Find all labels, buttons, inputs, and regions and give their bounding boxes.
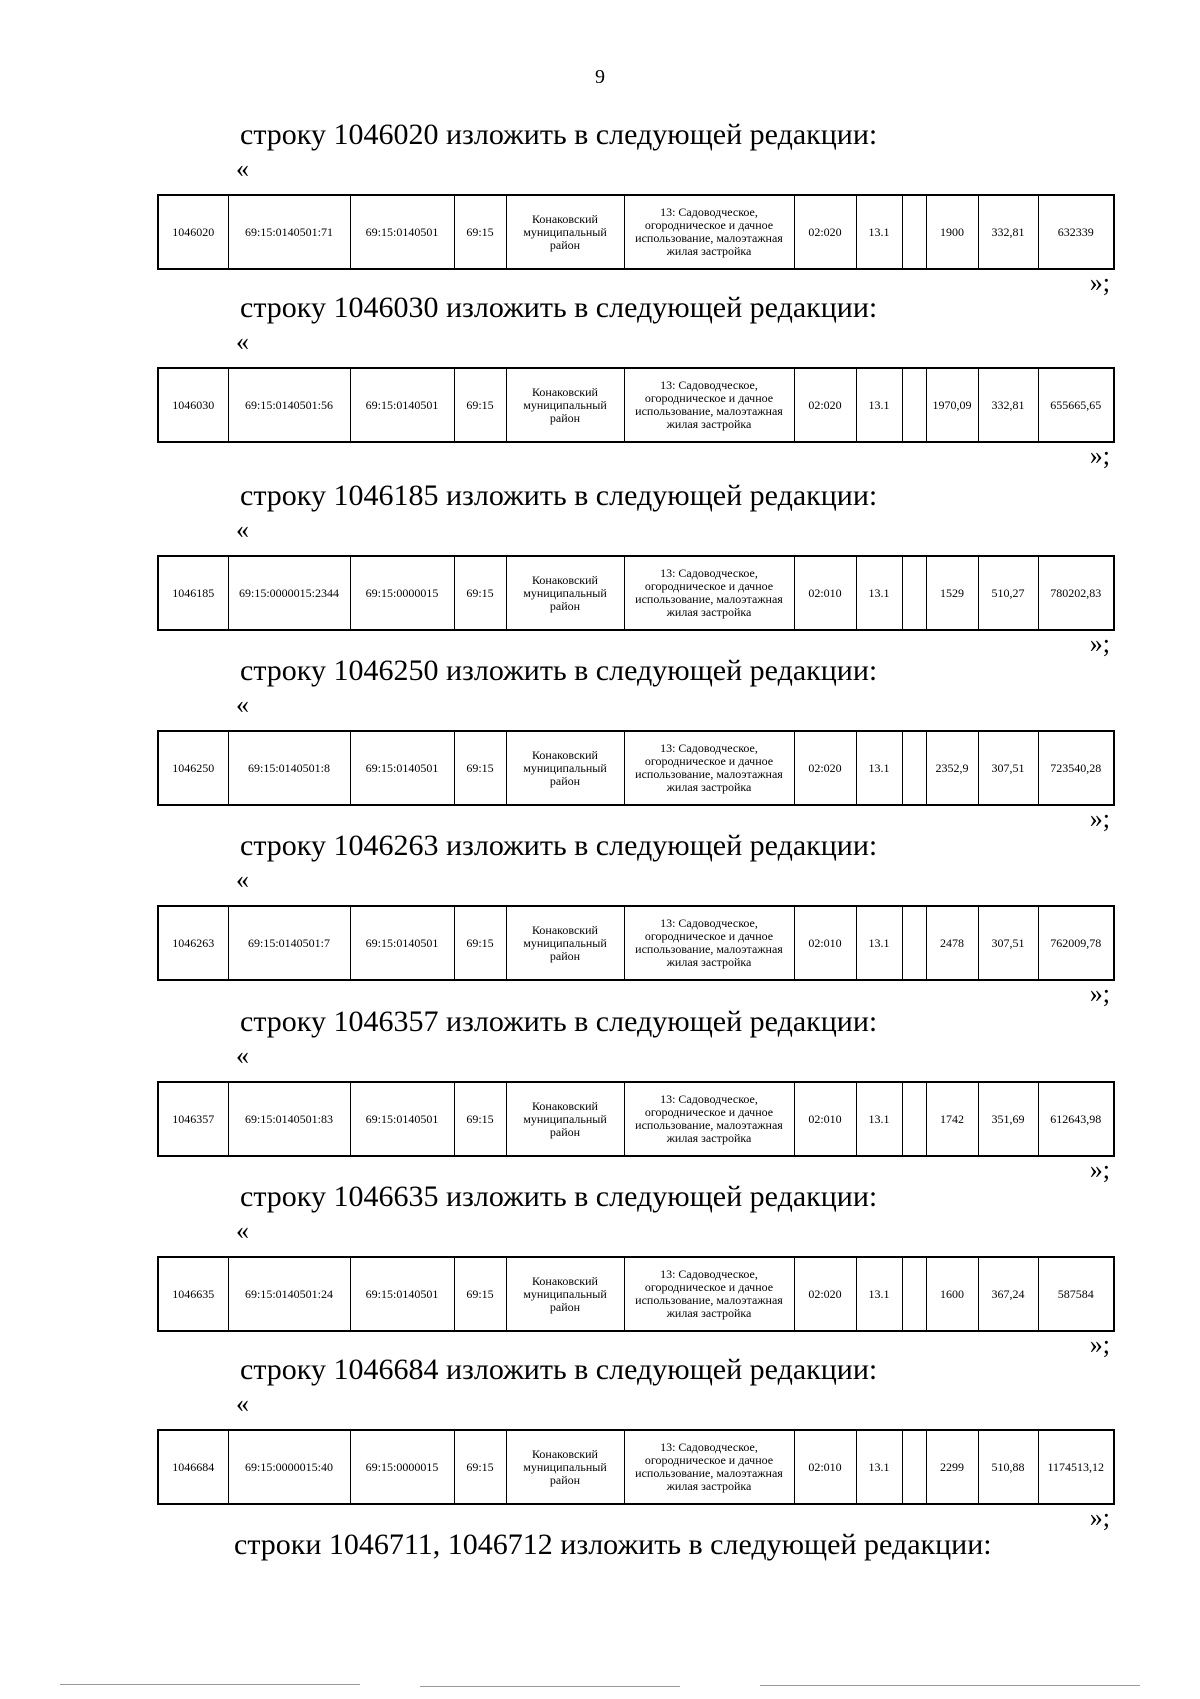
specific-value: 307,51 [978,906,1038,980]
zone-code: 02:020 [794,368,856,442]
cadastral-number: 69:15:0000015:40 [228,1430,350,1504]
close-quote: »; [1089,1330,1110,1359]
record-table [157,905,1115,981]
permitted-use: 13: Садоводческое, огородническое и дачное использование, малоэтажная жилая застройка [624,906,794,980]
cadastral-quarter: 69:15:0140501 [350,731,454,805]
row-code: 1046263 [158,906,228,980]
cadastral-number: 69:15:0140501:24 [228,1257,350,1331]
cadastral-district: 69:15 [454,1257,506,1331]
amendment-heading: строку 1046250 изложить в следующей редакции: [240,654,878,687]
specific-value: 351,69 [978,1082,1038,1156]
close-quote: »; [1089,1155,1110,1184]
cadastral-value: 762009,78 [1038,906,1114,980]
municipality: Конаковский муниципальный район [506,556,624,630]
open-quote: « [236,1216,249,1245]
table-row [158,556,1114,630]
group-code: 13.1 [856,195,902,269]
area: 1900 [926,195,978,269]
amendment-heading: строку 1046263 изложить в следующей редакции: [240,829,878,862]
specific-value: 367,24 [978,1257,1038,1331]
scan-noise [760,1685,1140,1686]
table-row [158,368,1114,442]
area: 1742 [926,1082,978,1156]
table-row [158,1082,1114,1156]
cadastral-number: 69:15:0140501:7 [228,906,350,980]
amendment-heading: строку 1046635 изложить в следующей редакции: [240,1180,878,1213]
zone-code: 02:020 [794,1257,856,1331]
amendment-heading: строку 1046185 изложить в следующей редакции: [240,479,878,512]
amendment-heading: строку 1046030 изложить в следующей редакции: [240,291,878,324]
close-quote: »; [1089,441,1110,470]
municipality: Конаковский муниципальный район [506,1082,624,1156]
amendment-heading: строку 1046020 изложить в следующей редакции: [240,118,878,151]
record-table [157,555,1115,631]
permitted-use: 13: Садоводческое, огородническое и дачное использование, малоэтажная жилая застройка [624,1257,794,1331]
row-code: 1046250 [158,731,228,805]
group-code: 13.1 [856,368,902,442]
amendment-heading: строку 1046684 изложить в следующей редакции: [240,1353,878,1386]
row-code: 1046030 [158,368,228,442]
table-row [158,1257,1114,1331]
group-code: 13.1 [856,1430,902,1504]
permitted-use: 13: Садоводческое, огородническое и дачное использование, малоэтажная жилая застройка [624,1430,794,1504]
cadastral-quarter: 69:15:0140501 [350,1257,454,1331]
group-code: 13.1 [856,731,902,805]
close-quote: »; [1089,979,1110,1008]
empty-cell [902,368,926,442]
record-table [157,1429,1115,1505]
specific-value: 510,88 [978,1430,1038,1504]
record-table [157,194,1115,270]
cadastral-number: 69:15:0140501:83 [228,1082,350,1156]
cadastral-value: 723540,28 [1038,731,1114,805]
scan-noise [60,1684,360,1685]
specific-value: 510,27 [978,556,1038,630]
table-row [158,731,1114,805]
group-code: 13.1 [856,1257,902,1331]
cadastral-number: 69:15:0000015:2344 [228,556,350,630]
empty-cell [902,1430,926,1504]
area: 1600 [926,1257,978,1331]
cadastral-value: 612643,98 [1038,1082,1114,1156]
open-quote: « [236,515,249,544]
cadastral-district: 69:15 [454,368,506,442]
cadastral-quarter: 69:15:0140501 [350,1082,454,1156]
permitted-use: 13: Садоводческое, огородническое и дачное использование, малоэтажная жилая застройка [624,731,794,805]
cadastral-quarter: 69:15:0140501 [350,368,454,442]
permitted-use: 13: Садоводческое, огородническое и дачное использование, малоэтажная жилая застройка [624,195,794,269]
municipality: Конаковский муниципальный район [506,195,624,269]
municipality: Конаковский муниципальный район [506,1257,624,1331]
row-code: 1046357 [158,1082,228,1156]
cadastral-value: 780202,83 [1038,556,1114,630]
open-quote: « [236,1041,249,1070]
zone-code: 02:020 [794,195,856,269]
row-code: 1046635 [158,1257,228,1331]
cadastral-value: 1174513,12 [1038,1430,1114,1504]
table-row [158,1430,1114,1504]
cadastral-quarter: 69:15:0000015 [350,1430,454,1504]
cadastral-value: 587584 [1038,1257,1114,1331]
empty-cell [902,1257,926,1331]
row-code: 1046020 [158,195,228,269]
municipality: Конаковский муниципальный район [506,906,624,980]
table-row [158,906,1114,980]
record-table [157,367,1115,443]
cadastral-quarter: 69:15:0140501 [350,195,454,269]
close-quote: »; [1089,629,1110,658]
area: 1970,09 [926,368,978,442]
record-table [157,1081,1115,1157]
empty-cell [902,195,926,269]
permitted-use: 13: Садоводческое, огородническое и дачное использование, малоэтажная жилая застройка [624,368,794,442]
municipality: Конаковский муниципальный район [506,368,624,442]
municipality: Конаковский муниципальный район [506,1430,624,1504]
specific-value: 332,81 [978,195,1038,269]
cadastral-quarter: 69:15:0140501 [350,906,454,980]
permitted-use: 13: Садоводческое, огородническое и дачное использование, малоэтажная жилая застройка [624,556,794,630]
final-heading: строки 1046711, 1046712 изложить в следующей редакции: [234,1528,992,1561]
open-quote: « [236,690,249,719]
cadastral-number: 69:15:0140501:71 [228,195,350,269]
cadastral-number: 69:15:0140501:56 [228,368,350,442]
zone-code: 02:010 [794,906,856,980]
specific-value: 332,81 [978,368,1038,442]
area: 1529 [926,556,978,630]
cadastral-district: 69:15 [454,731,506,805]
zone-code: 02:010 [794,1430,856,1504]
open-quote: « [236,865,249,894]
specific-value: 307,51 [978,731,1038,805]
group-code: 13.1 [856,906,902,980]
record-table [157,730,1115,806]
row-code: 1046684 [158,1430,228,1504]
group-code: 13.1 [856,556,902,630]
cadastral-quarter: 69:15:0000015 [350,556,454,630]
cadastral-district: 69:15 [454,1430,506,1504]
cadastral-value: 632339 [1038,195,1114,269]
record-table [157,1256,1115,1332]
row-code: 1046185 [158,556,228,630]
cadastral-district: 69:15 [454,906,506,980]
cadastral-number: 69:15:0140501:8 [228,731,350,805]
cadastral-value: 655665,65 [1038,368,1114,442]
open-quote: « [236,1389,249,1418]
amendment-heading: строку 1046357 изложить в следующей редакции: [240,1005,878,1038]
page-number: 9 [595,66,605,88]
area: 2352,9 [926,731,978,805]
cadastral-district: 69:15 [454,556,506,630]
zone-code: 02:020 [794,731,856,805]
group-code: 13.1 [856,1082,902,1156]
open-quote: « [236,154,249,183]
open-quote: « [236,327,249,356]
area: 2299 [926,1430,978,1504]
scan-noise [420,1686,680,1687]
empty-cell [902,731,926,805]
cadastral-district: 69:15 [454,1082,506,1156]
empty-cell [902,556,926,630]
municipality: Конаковский муниципальный район [506,731,624,805]
close-quote: »; [1089,1503,1110,1532]
area: 2478 [926,906,978,980]
close-quote: »; [1089,268,1110,297]
table-row [158,195,1114,269]
empty-cell [902,906,926,980]
zone-code: 02:010 [794,556,856,630]
zone-code: 02:010 [794,1082,856,1156]
permitted-use: 13: Садоводческое, огородническое и дачное использование, малоэтажная жилая застройка [624,1082,794,1156]
close-quote: »; [1089,804,1110,833]
cadastral-district: 69:15 [454,195,506,269]
empty-cell [902,1082,926,1156]
